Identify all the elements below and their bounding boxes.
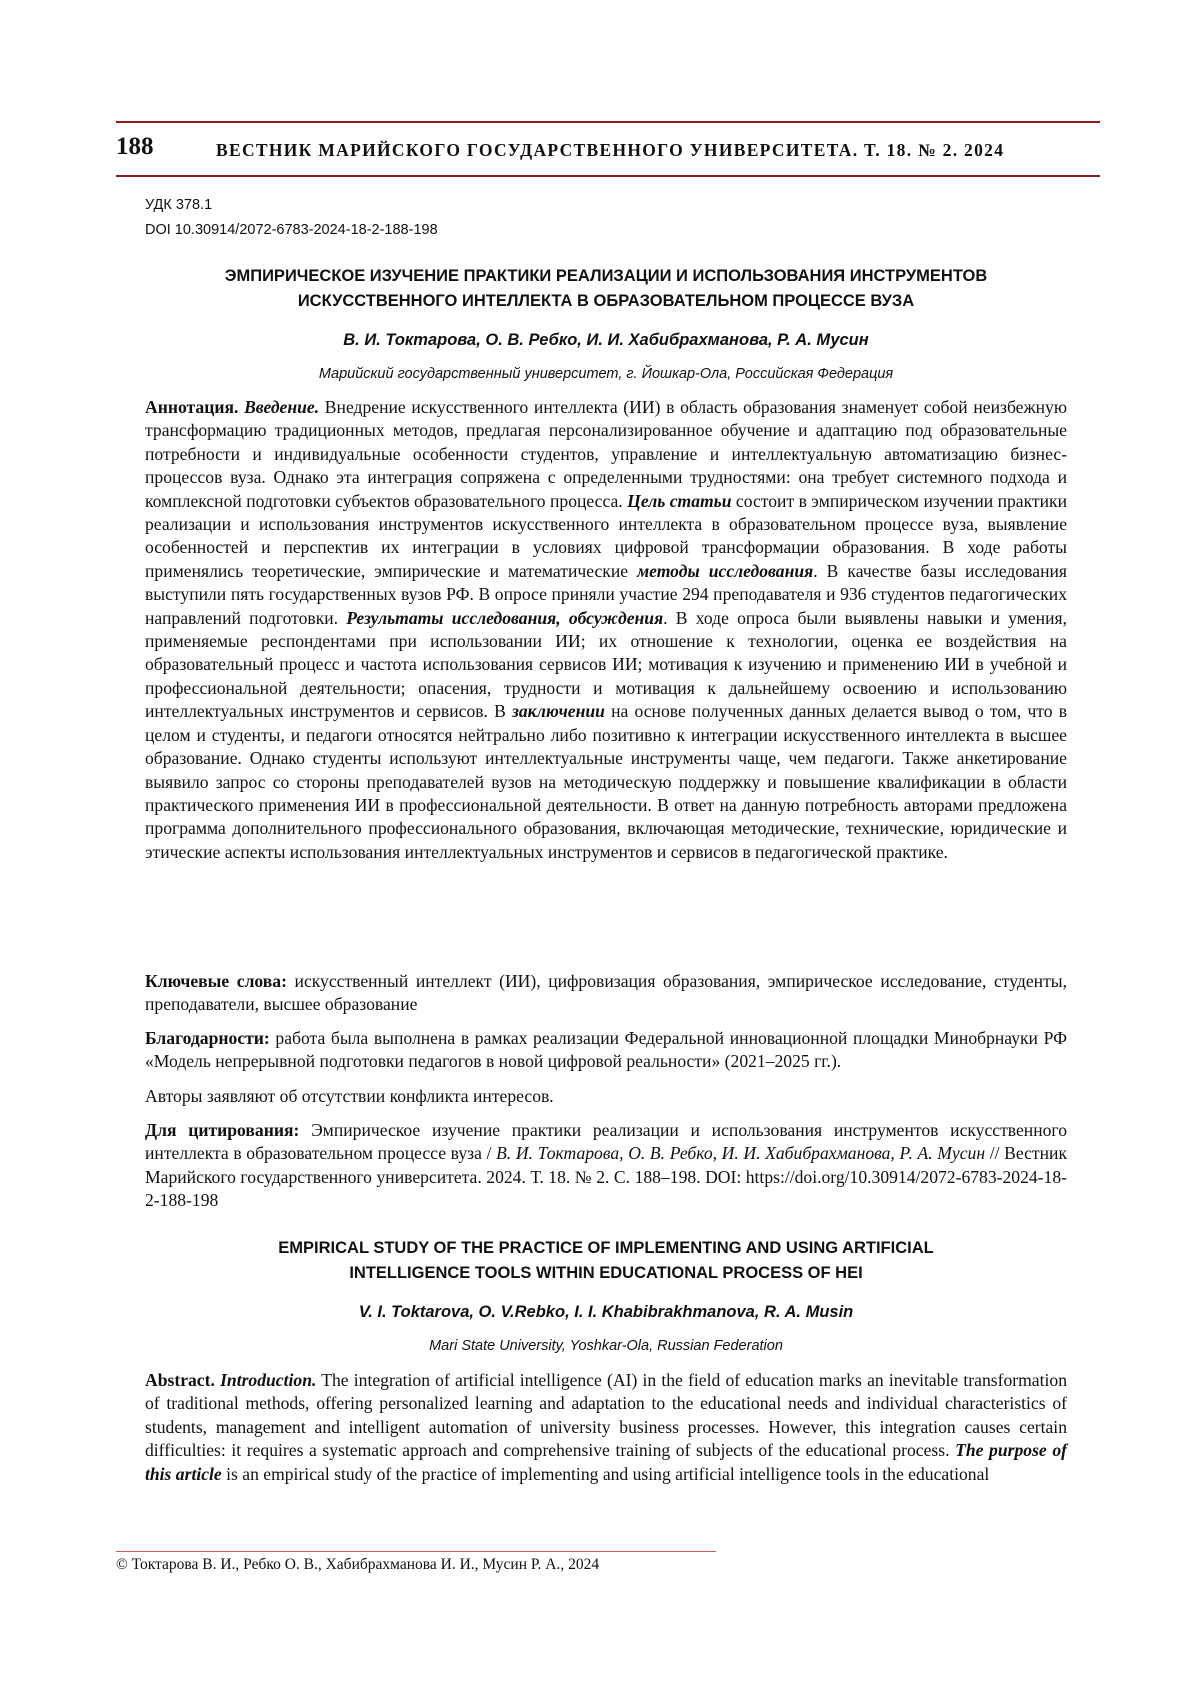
abstract-ru-conclusion-label: заключении — [512, 701, 605, 722]
acknowledgments-ru-text: работа была выполнена в рамках реализации Федеральной инновационной площадки Минобрнауки РФ «Модель непрерывной подготовки педагогов в новой цифровой реальности» (2021–2025 гг.). — [145, 1028, 1067, 1072]
title-ru-line-1: ЭМПИРИЧЕСКОЕ ИЗУЧЕНИЕ ПРАКТИКИ РЕАЛИЗАЦИИ И ИСПОЛЬЗОВАНИЯ ИНСТРУМЕНТОВ — [224, 267, 988, 285]
abstract-en-purpose-label: The purpose of this article — [145, 1440, 1067, 1484]
citation-ru-label: Для цитирования: — [145, 1120, 300, 1140]
abstract-ru-purpose-label: Цель статьи — [627, 490, 732, 511]
abstract-en-text-2: is an empirical study of the practice of implementing and using artificial intelligence tools in the educational — [221, 1463, 990, 1484]
abstract-ru-text-5: на основе полученных данных делается вывод о том, что в целом и студенты, и педагоги относятся нейтрально либо позитивно к интеграции искусственного интеллекта в высшее образование. Однако студенты используют интеллектуальные инструменты чаще, чем педагоги. Также анкетирование выявило запрос со стороны преподавателей вузов на методическую поддержку и повышение квалификации в области практического применения ИИ в профессиональной деятельности. В ответ на данную потребность авторами предложена программа дополнительного профессионального образования, включающая методические, технические, юридические и этические аспекты использования интеллектуальных инструментов и сервисов в педагогической практике. — [145, 701, 1067, 862]
authors-ru: В. И. Токтарова, О. В. Ребко, И. И. Хабибрахманова, Р. А. Мусин — [343, 331, 869, 349]
title-en-line-2: INTELLIGENCE TOOLS WITHIN EDUCATIONAL PROCESS OF HEI — [349, 1264, 863, 1282]
title-en-line-1: EMPIRICAL STUDY OF THE PRACTICE OF IMPLEMENTING AND USING ARTIFICIAL — [278, 1239, 934, 1257]
page-number: 188 — [116, 133, 154, 160]
article-title-en — [145, 1236, 1067, 1286]
abstract-en-text-1: The integration of artificial intelligence (AI) in the field of education marks an inevitable transformation of traditional methods, offering personalized learning and adaptation to the educational needs and individual characteristics of students, management and intelligent automation of university business processes. However, this integration causes certain difficulties: it requires a systematic approach and comprehensive training of subjects of the educational process. — [145, 1370, 1067, 1461]
running-header — [116, 133, 1100, 173]
abstract-ru-methods-label: методы исследования — [637, 560, 814, 581]
keywords-ru-label: Ключевые слова: — [145, 971, 287, 991]
title-ru-line-2: ИСКУССТВЕННОГО ИНТЕЛЛЕКТА В ОБРАЗОВАТЕЛЬНОМ ПРОЦЕССЕ ВУЗА — [297, 292, 915, 310]
citation-ru — [145, 1119, 1067, 1213]
citation-ru-text-2: // Вестник Марийского государственного университета. 2024. Т. 18. № 2. С. 188–198. DOI: https://doi.org/10.30914/2072-6783-2024-18-2-188-198 — [145, 1143, 1067, 1211]
abstract-ru-results-label: Результаты исследования, обсуждения — [346, 607, 664, 628]
copyright-footnote: © Токтарова В. И., Ребко О. В., Хабибрахманова И. И., Мусин Р. А., 2024 — [116, 1556, 600, 1573]
abstract-ru-text-3: . В качестве базы исследования выступили пять государственных вузов РФ. В опросе приняли участие 294 преподавателя и 936 студентов педагогических направлений подготовки. — [145, 560, 1067, 628]
abstract-en — [145, 1369, 1067, 1486]
footnote-rule — [116, 1551, 716, 1552]
abstract-ru-label: Аннотация. — [145, 397, 239, 417]
citation-ru-authors: В. И. Токтарова, О. В. Ребко, И. И. Хабибрахманова, Р. А. Мусин — [496, 1143, 986, 1164]
article-title-ru — [145, 264, 1067, 314]
abstract-en-intro-label: Introduction. — [220, 1370, 317, 1390]
udc-code: УДК 378.1 — [145, 197, 213, 213]
acknowledgments-ru — [145, 1027, 1067, 1074]
conflict-statement-ru: Авторы заявляют об отсутствии конфликта интересов. — [145, 1086, 554, 1106]
keywords-ru — [145, 970, 1067, 1017]
affiliation-ru: Марийский государственный университет, г. Йошкар-Ола, Российская Федерация — [318, 366, 894, 382]
affiliation-en: Mari State University, Yoshkar-Ola, Russian Federation — [429, 1338, 783, 1354]
abstract-ru-text-4: . В ходе опроса были выявлены навыки и умения, применяемые респондентами при использовании ИИ; их отношение к технологии, оценка ее воздействия на образовательный процесс и частота использования сервисов ИИ; мотивация к изучению и применению ИИ в учебной и профессиональной деятельности; опасения, трудности и мотивация к дальнейшему освоению и использованию интеллектуальных инструментов и сервисов. В — [145, 607, 1067, 722]
header-bottom-rule — [116, 175, 1100, 177]
doi-code: DOI 10.30914/2072-6783-2024-18-2-188-198 — [145, 222, 438, 238]
abstract-ru — [145, 396, 1067, 864]
abstract-ru-intro-label: Введение. — [244, 397, 320, 417]
journal-title: ВЕСТНИК МАРИЙСКОГО ГОСУДАРСТВЕННОГО УНИВЕРСИТЕТА. Т. 18. № 2. 2024 — [216, 140, 1005, 160]
abstract-ru-text-2: состоит в эмпирическом изучении практики реализации и использования инструментов искусственного интеллекта в образовательном процессе вуза, выявление особенностей и перспектив их интеграции в условиях цифровой трансформации образования. В ходе работы применялись теоретические, эмпирические и математические — [145, 490, 1067, 581]
header-top-rule — [116, 121, 1100, 123]
abstract-en-label: Abstract. — [145, 1370, 215, 1390]
keywords-ru-text: искусственный интеллект (ИИ), цифровизация образования, эмпирическое исследование, студенты, преподаватели, высшее образование — [145, 971, 1067, 1015]
citation-ru-text-1: Эмпирическое изучение практики реализации и использования инструментов искусственного интеллекта в образовательном процессе вуза / — [145, 1120, 1067, 1164]
authors-en: V. I. Toktarova, O. V.Rebko, I. I. Khabibrakhmanova, R. A. Musin — [358, 1303, 854, 1321]
acknowledgments-ru-label: Благодарности: — [145, 1028, 270, 1048]
abstract-ru-text-1: Внедрение искусственного интеллекта (ИИ) в область образования знаменует собой неизбежную трансформацию традиционных методов, предлагая персонализированное обучение и адаптацию под образовательные потребности и индивидуальные особенности студентов, управление и интеллектуальную автоматизацию бизнес-процессов вуза. Однако эта интеграция сопряжена с определенными трудностями: она требует системного подхода и комплексной подготовки субъектов образовательного процесса. — [145, 397, 1067, 511]
